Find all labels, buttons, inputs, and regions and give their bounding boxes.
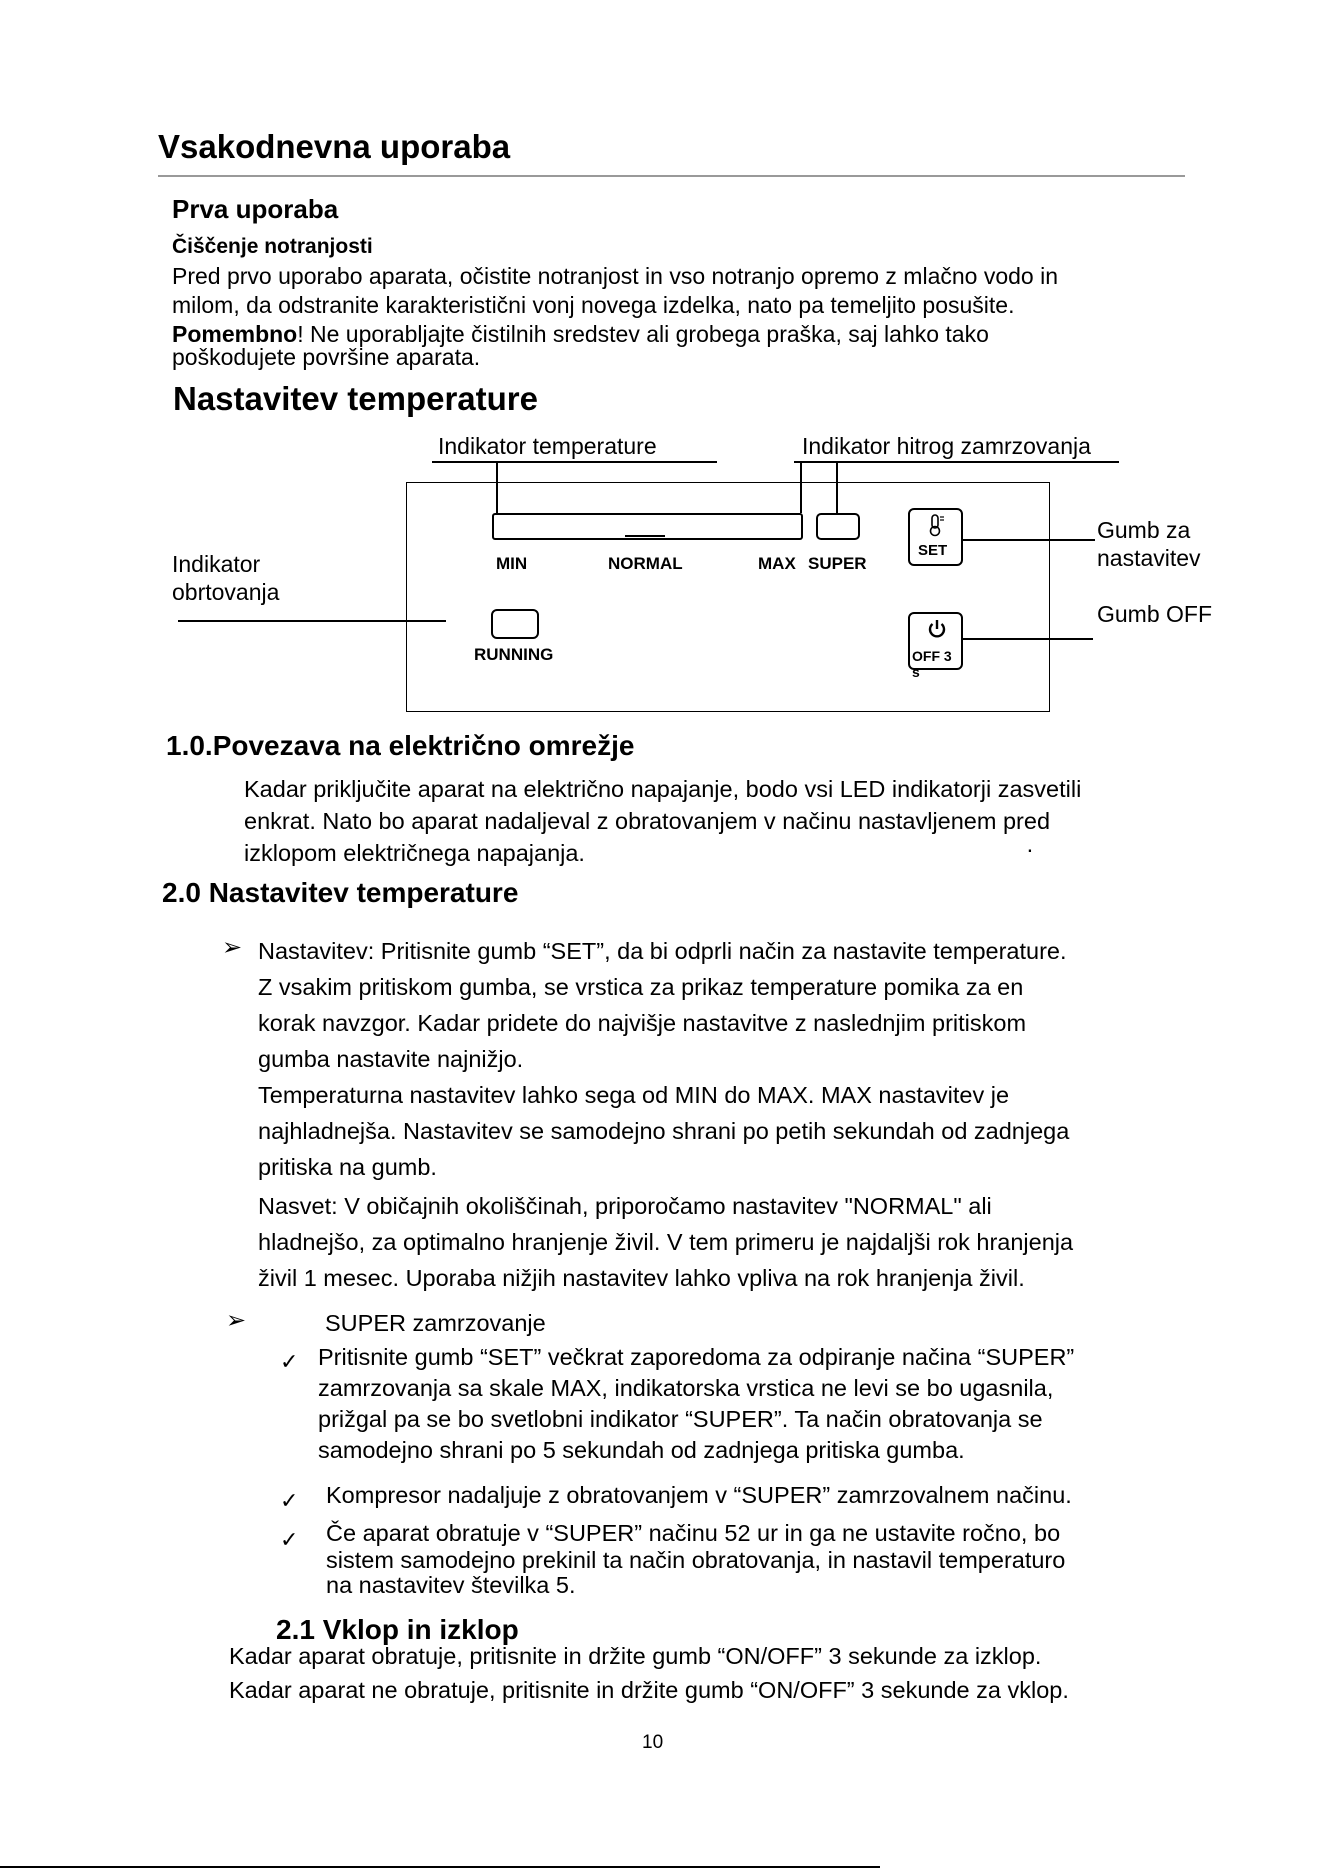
label-running-indicator-1: Indikator bbox=[172, 551, 261, 577]
label-set-button-1: Gumb za bbox=[1097, 517, 1191, 543]
section-1-0-line-3: izklopom električnega napajanja. bbox=[244, 840, 585, 866]
underline-fast-freeze bbox=[794, 461, 1119, 463]
cleaning-subheading: Čiščenje notranjosti bbox=[172, 235, 373, 258]
bullet-1-line-10: živil 1 mesec. Uporaba nižjih nastavitev lahko vpliva na rok hranjenja živil. bbox=[258, 1265, 1025, 1291]
first-use-heading: Prva uporaba bbox=[172, 194, 339, 224]
set-button-label: SET bbox=[918, 542, 948, 559]
page-number: 10 bbox=[642, 1732, 664, 1753]
section-2-1-heading: 2.1 Vklop in izklop bbox=[276, 1614, 519, 1645]
temp-section-heading: Nastavitev temperature bbox=[173, 380, 538, 417]
check-1-line-1: Pritisnite gumb “SET” večkrat zaporedoma za odpiranje načina “SUPER” bbox=[318, 1344, 1075, 1370]
check-1-line-2: zamrzovanja sa skale MAX, indikatorska vrstica ne levi se bo ugasnila, bbox=[318, 1375, 1054, 1401]
set-button[interactable] bbox=[908, 508, 963, 566]
bullet-1-line-3: korak navzgor. Kadar pridete do najvišje nastavitve z naslednjim pritiskom bbox=[258, 1010, 1027, 1036]
label-running-indicator-2: obrtovanja bbox=[172, 579, 280, 605]
check-1-line-4: samodejno shrani po 5 sekundah od zadnjega pritiska gumba. bbox=[318, 1437, 965, 1463]
section-2-1-line-1: Kadar aparat obratuje, pritisnite in držite gumb “ON/OFF” 3 sekunde za izklop. bbox=[229, 1643, 1042, 1669]
check-2-icon: ✓ bbox=[280, 1488, 299, 1513]
first-use-line-2: milom, da odstranite karakteristični vonj novega izdelka, nato pa temeljito posušite. bbox=[172, 292, 1015, 318]
bullet-2-title: SUPER zamrzovanje bbox=[325, 1310, 546, 1336]
power-icon bbox=[926, 618, 948, 640]
off-button[interactable] bbox=[908, 612, 963, 680]
section-2-0-heading: 2.0 Nastavitev temperature bbox=[162, 877, 519, 908]
super-indicator bbox=[816, 513, 860, 540]
check-3-icon: ✓ bbox=[280, 1527, 299, 1552]
label-off-button: Gumb OFF bbox=[1097, 601, 1213, 627]
important-text: ! Ne uporabljajte čistilnih sredstev ali grobega praška, saj lahko tako bbox=[297, 321, 989, 347]
important-label: Pomembno bbox=[172, 321, 298, 347]
check-1-icon: ✓ bbox=[280, 1349, 299, 1374]
bullet-1-line-1: Nastavitev: Pritisnite gumb “SET”, da bi odprli način za nastavite temperature. bbox=[258, 938, 1067, 964]
check-3-line-3: na nastavitev številka 5. bbox=[326, 1572, 576, 1598]
bullet-1-line-2: Z vsakim pritiskom gumba, se vrstica za prikaz temperature pomika za en bbox=[258, 974, 1024, 1000]
section-1-0-heading: 1.0.Povezava na električno omrežje bbox=[166, 730, 635, 761]
section-1-0-line-2: enkrat. Nato bo aparat nadaljeval z obratovanjem v načinu nastavljenem pred bbox=[244, 808, 1051, 834]
bullet-2-arrow: ➢ bbox=[226, 1307, 247, 1334]
title-rule bbox=[158, 175, 1185, 177]
bullet-1-line-7: pritiska na gumb. bbox=[258, 1154, 437, 1180]
label-normal: NORMAL bbox=[608, 554, 683, 573]
leader-set bbox=[963, 539, 1095, 541]
underline-temp-indicator bbox=[432, 461, 717, 463]
page-title: Vsakodnevna uporaba bbox=[158, 128, 511, 165]
running-indicator bbox=[491, 609, 539, 639]
label-running: RUNNING bbox=[474, 645, 554, 664]
section-2-1-line-2: Kadar aparat ne obratuje, pritisnite in držite gumb “ON/OFF” 3 sekunde za vklop. bbox=[229, 1677, 1069, 1703]
check-2-line: Kompresor nadaljuje z obratovanjem v “SUPER” zamrzovalnem načinu. bbox=[326, 1482, 1072, 1508]
bullet-1-arrow: ➢ bbox=[222, 934, 243, 961]
check-1-line-3: prižgal pa se bo svetlobni indikator “SUPER”. Ta način obratovanja se bbox=[318, 1406, 1043, 1432]
label-fast-freeze-indicator: Indikator hitrog zamrzovanja bbox=[802, 433, 1091, 459]
first-use-line-1: Pred prvo uporabo aparata, očistite notranjost in vso notranjo opremo z mlačno vodo in bbox=[172, 263, 1059, 289]
label-min: MIN bbox=[496, 554, 528, 573]
label-max: MAX bbox=[758, 554, 796, 573]
check-3-line-1: Če aparat obratuje v “SUPER” načinu 52 ur in ga ne ustavite ročno, bo bbox=[326, 1520, 1061, 1546]
check-3-line-2: sistem samodejno prekinil ta način obratovanja, in nastavil temperaturo bbox=[326, 1547, 1066, 1573]
thermometer-icon bbox=[926, 513, 946, 537]
bullet-1-line-9: hladnejšo, za optimalno hranjenje živil. V tem primeru je najdaljši rok hranjenja bbox=[258, 1229, 1074, 1255]
off-button-label: OFF 3 s bbox=[912, 648, 952, 680]
label-super: SUPER bbox=[808, 554, 867, 573]
bullet-1-line-8: Nasvet: V običajnih okoliščinah, priporočamo nastavitev "NORMAL" ali bbox=[258, 1193, 992, 1219]
section-1-0-line-1: Kadar priključite aparat na električno napajanje, bodo vsi LED indikatorji zasvetili bbox=[244, 776, 1082, 802]
bullet-1-line-5: Temperaturna nastavitev lahko sega od MIN do MAX. MAX nastavitev je bbox=[258, 1082, 1010, 1108]
bullet-1-line-4: gumba nastavite najnižjo. bbox=[258, 1046, 524, 1072]
bullet-1-line-6: najhladnejša. Nastavitev se samodejno shrani po petih sekundah od zadnjega bbox=[258, 1118, 1070, 1144]
normal-tick bbox=[625, 535, 665, 537]
leader-off bbox=[963, 638, 1093, 640]
label-temp-indicator: Indikator temperature bbox=[438, 433, 657, 459]
important-line-2: poškodujete površine aparata. bbox=[172, 344, 481, 370]
stray-dot: · bbox=[1026, 836, 1034, 862]
bottom-rule bbox=[0, 1866, 880, 1868]
label-set-button-2: nastavitev bbox=[1097, 545, 1201, 571]
leader-running bbox=[178, 620, 446, 622]
